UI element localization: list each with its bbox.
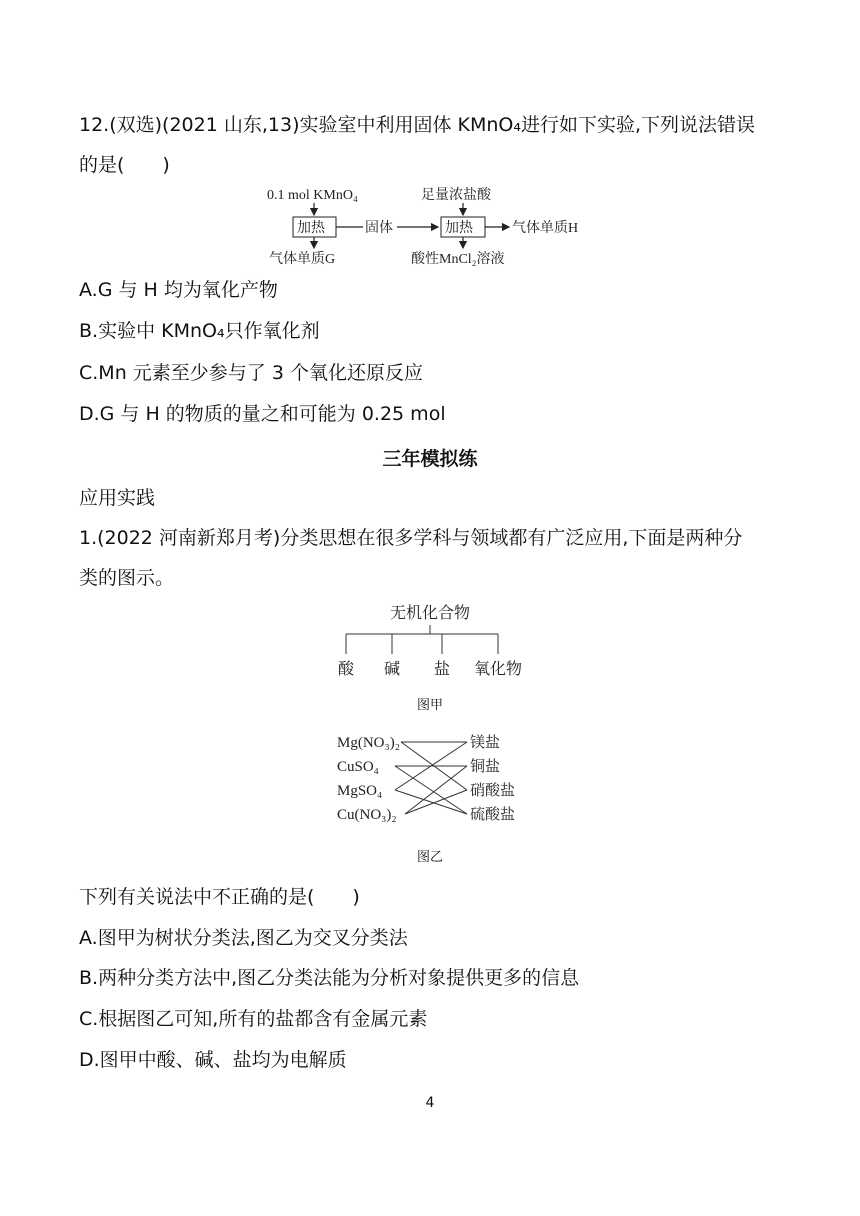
q12-option-b: B.实验中 KMnO₄只作氧化剂 (79, 320, 320, 342)
q1-option-a: A.图甲为树状分类法,图乙为交叉分类法 (79, 927, 408, 949)
fig-b-left-2: MgSO₄ (337, 783, 383, 799)
q1-question: 下列有关说法中不正确的是( ) (79, 886, 360, 908)
q12-diagram-bottom-left: 气体单质G (269, 252, 336, 267)
subsection-title: 应用实践 (79, 487, 156, 509)
q12-diagram-bottom-right: 酸性MnCl₂溶液 (411, 252, 505, 267)
q12-stem-line1: 12.(双选)(2021 山东,13)实验室中利用固体 KMnO₄进行如下实验,下列说法错误 (79, 114, 756, 136)
q12-diagram-top-left: 0.1 mol KMnO₄ (267, 188, 358, 203)
q1-figure-b-cross (335, 730, 530, 830)
q1-figure-a-tree (330, 600, 530, 680)
fig-b-right-0: 镁盐 (470, 735, 501, 751)
section-title: 三年模拟练 (382, 448, 478, 470)
q12-diagram-mid: 固体 (365, 221, 393, 236)
q12-option-d: D.G 与 H 的物质的量之和可能为 0.25 mol (79, 403, 446, 425)
q1-option-d: D.图甲中酸、碱、盐均为电解质 (79, 1049, 347, 1071)
q12-diagram-box1-label: 加热 (297, 221, 325, 236)
q12-diagram-box2-label: 加热 (445, 221, 473, 236)
q12-diagram-out-right: 气体单质H (512, 221, 579, 236)
fig-b-left-0: Mg(NO₃)₂ (337, 735, 400, 751)
q12-option-a: A.G 与 H 均为氧化产物 (79, 279, 278, 301)
q12-flow-diagram (255, 185, 635, 267)
page-number: 4 (425, 1095, 435, 1111)
fig-b-caption: 图乙 (417, 849, 444, 864)
fig-a-caption: 图甲 (417, 697, 444, 712)
q1-option-c: C.根据图乙可知,所有的盐都含有金属元素 (79, 1008, 428, 1030)
q12-stem-line2: 的是( ) (79, 154, 170, 176)
fig-b-left-1: CuSO₄ (337, 759, 379, 775)
fig-a-child-oxide: 氧化物 (473, 661, 523, 678)
fig-a-child-base: 碱 (383, 661, 401, 678)
fig-b-right-1: 铜盐 (470, 759, 501, 775)
fig-b-right-2: 硝酸盐 (470, 783, 516, 799)
q1-option-b: B.两种分类方法中,图乙分类法能为分析对象提供更多的信息 (79, 967, 580, 989)
fig-a-root: 无机化合物 (389, 605, 471, 622)
q12-option-c: C.Mn 元素至少参与了 3 个氧化还原反应 (79, 362, 423, 384)
fig-b-left-3: Cu(NO₃)₂ (337, 807, 397, 823)
fig-b-right-3: 硫酸盐 (470, 807, 516, 823)
q1-stem-line1: 1.(2022 河南新郑月考)分类思想在很多学科与领域都有广泛应用,下面是两种分 (79, 527, 743, 549)
fig-a-child-acid: 酸 (337, 661, 355, 678)
q12-diagram-top-right: 足量浓盐酸 (421, 188, 491, 203)
fig-a-child-salt: 盐 (433, 661, 451, 678)
q1-stem-line2: 类的图示。 (79, 567, 175, 589)
